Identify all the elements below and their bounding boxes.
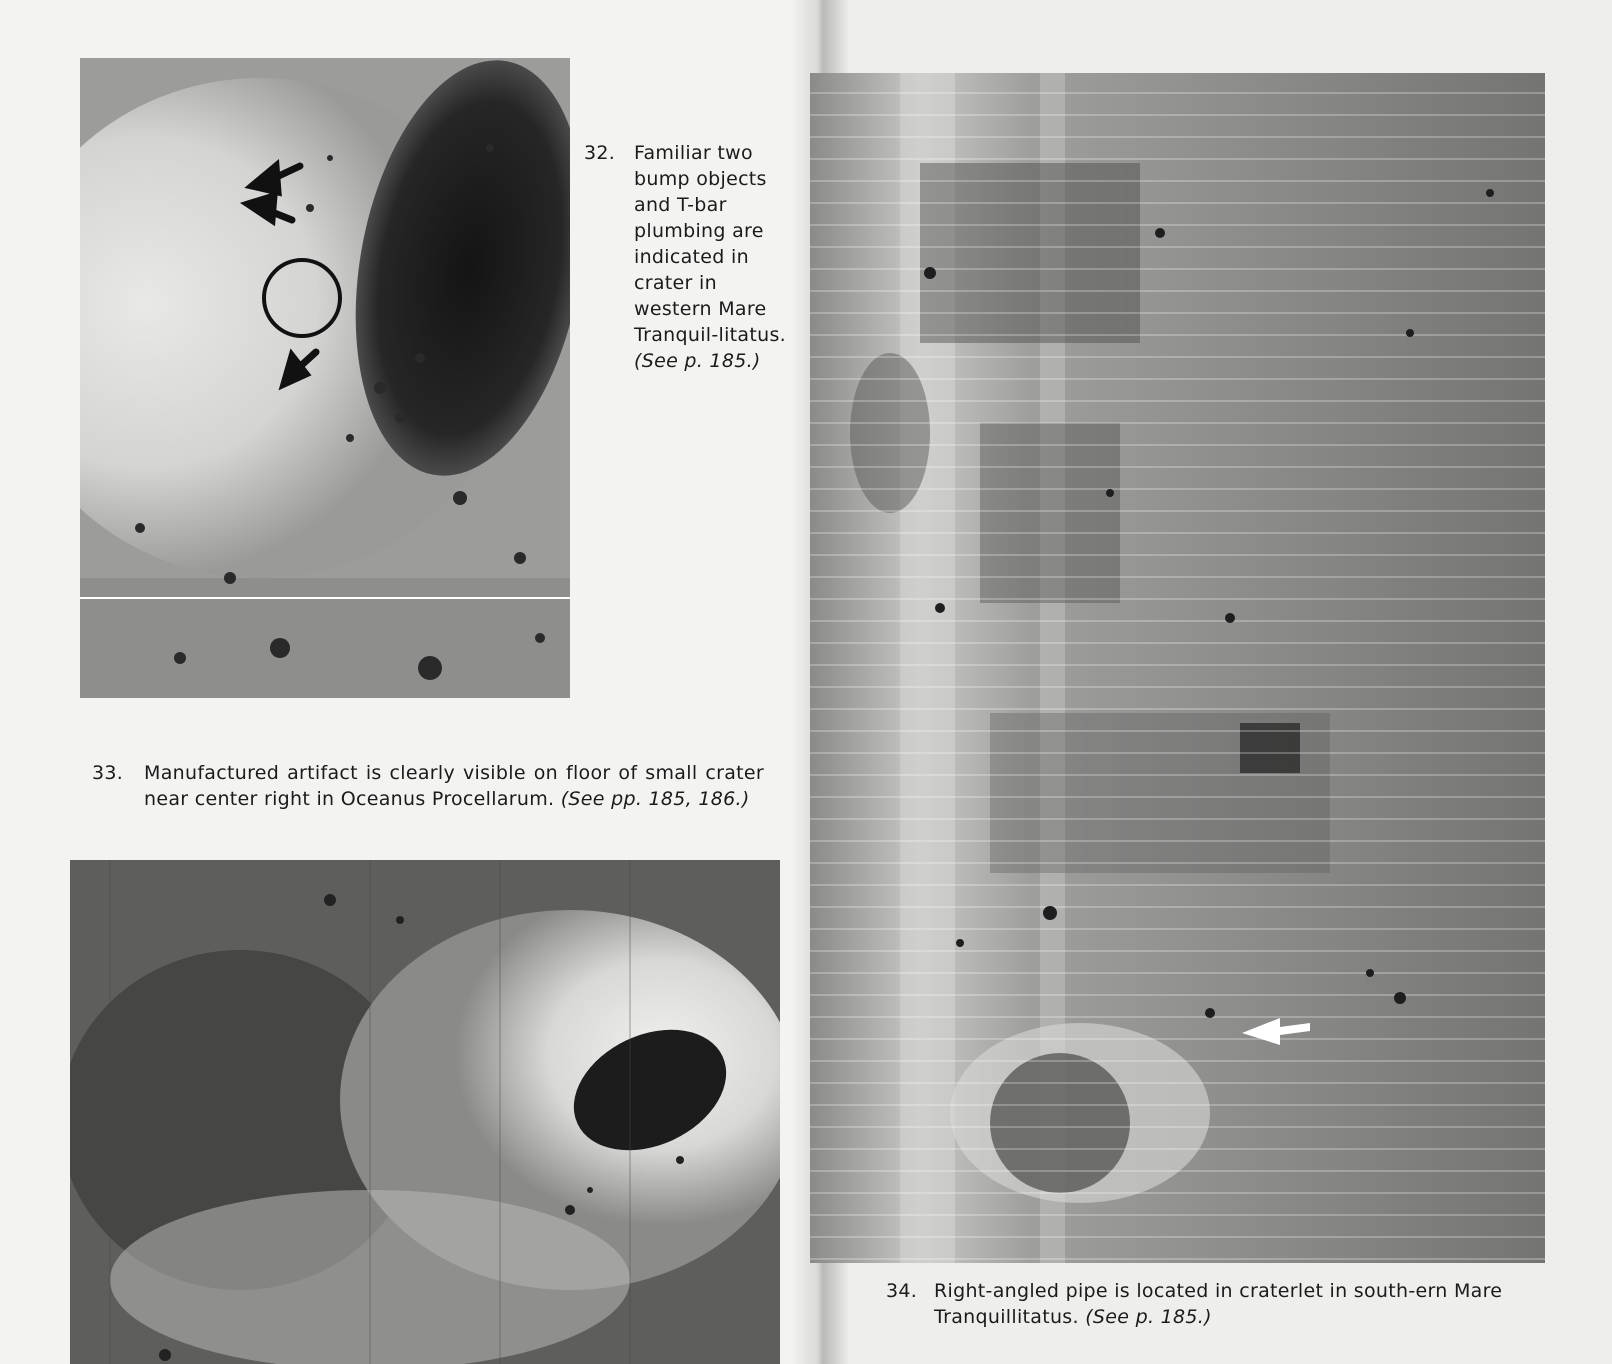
photo-32-crater — [80, 58, 570, 698]
caption-33-ref: (See pp. 185, 186.) — [560, 788, 750, 810]
caption-32-ref: (See p. 185.) — [634, 350, 761, 372]
caption-32-number: 32. — [584, 142, 616, 164]
caption-33-number: 33. — [92, 762, 124, 784]
caption-32-text: Familiar two bump objects and T-bar plumbing are indicated in crater in western Mare Tranquil-litatus. — [634, 142, 787, 346]
photo-34-mare — [810, 73, 1545, 1263]
caption-33-text: Manufactured artifact is clearly visible on floor of small crater near center right in Oceanus Procellarum. — [144, 762, 764, 810]
caption-34-number: 34. — [886, 1280, 918, 1302]
photo-33-crater — [70, 860, 780, 1364]
caption-34-text: Right-angled pipe is located in craterlet in south-ern Mare Tranquillitatus. — [934, 1280, 1503, 1328]
caption-34-ref: (See p. 185.) — [1085, 1306, 1212, 1328]
